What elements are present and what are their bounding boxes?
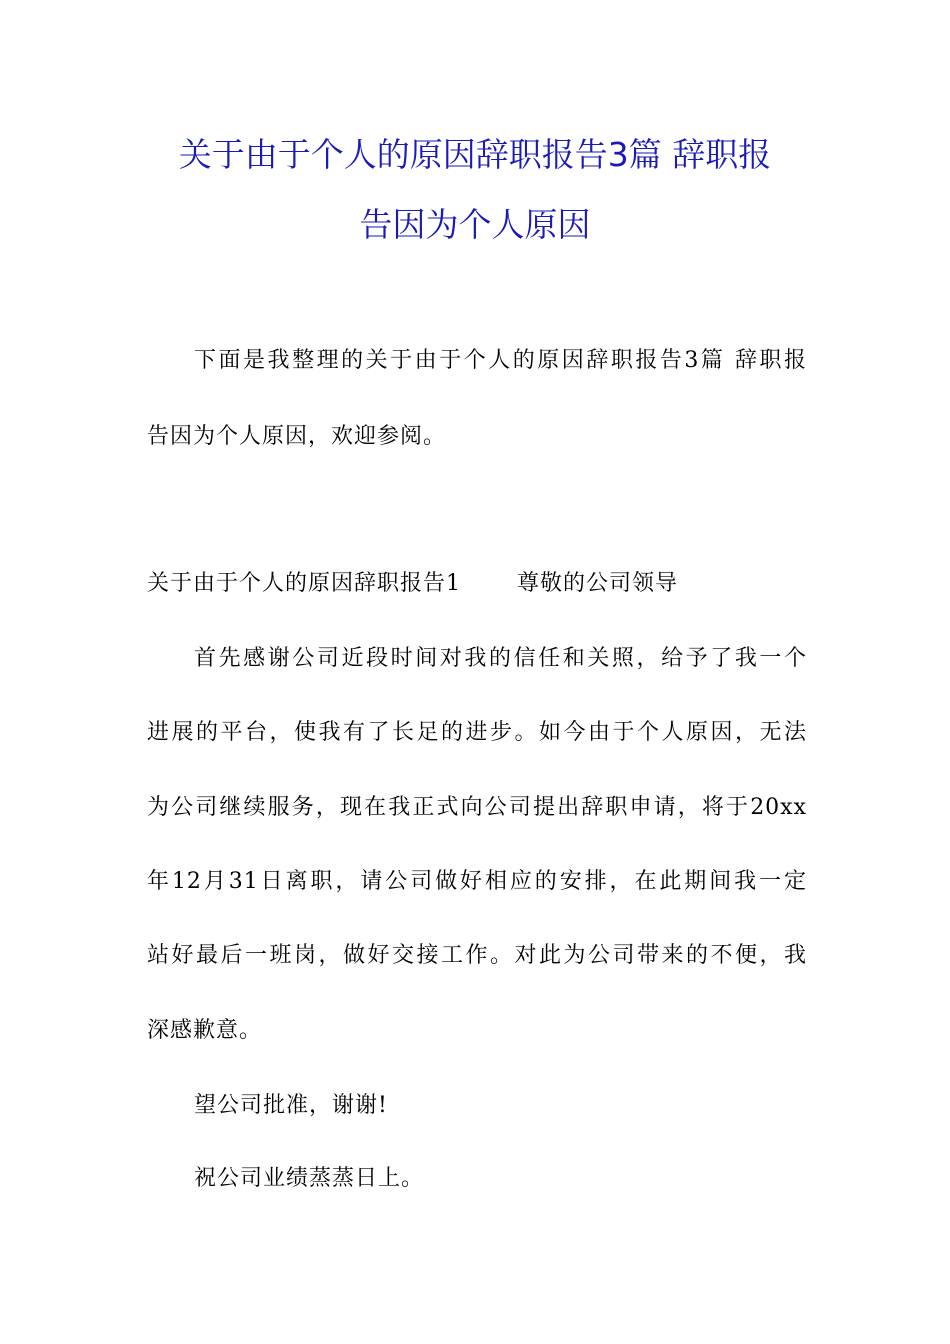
- document-title-line-2: 告因为个人原因: [359, 205, 591, 244]
- body-line-6: 深感歉意。: [147, 1018, 263, 1043]
- document-title-line-1: 关于由于个人的原因辞职报告3篇 辞职报: [178, 135, 772, 174]
- salutation: 尊敬的公司领导: [517, 571, 679, 596]
- closing-line-2: 祝公司业绩蒸蒸日上。: [194, 1166, 425, 1191]
- body-line-2: 进展的平台，使我有了长足的进步。如今由于个人原因，无法: [147, 720, 807, 745]
- body-line-5: 站好最后一班岗，做好交接工作。对此为公司带来的不便，我: [147, 943, 807, 968]
- body-line-1: 首先感谢公司近段时间对我的信任和关照，给予了我一个: [194, 646, 807, 671]
- intro-line-1: 下面是我整理的关于由于个人的原因辞职报告3篇 辞职报: [194, 348, 807, 373]
- intro-line-2: 告因为个人原因，欢迎参阅。: [147, 424, 447, 449]
- section-heading: 关于由于个人的原因辞职报告1: [147, 571, 461, 596]
- section-heading-row: [147, 571, 807, 597]
- closing-line-1: 望公司批准，谢谢!: [194, 1093, 388, 1118]
- body-line-3: 为公司继续服务，现在我正式向公司提出辞职申请，将于20xx: [147, 795, 807, 820]
- body-line-4: 年12月31日离职，请公司做好相应的安排，在此期间我一定: [147, 869, 807, 894]
